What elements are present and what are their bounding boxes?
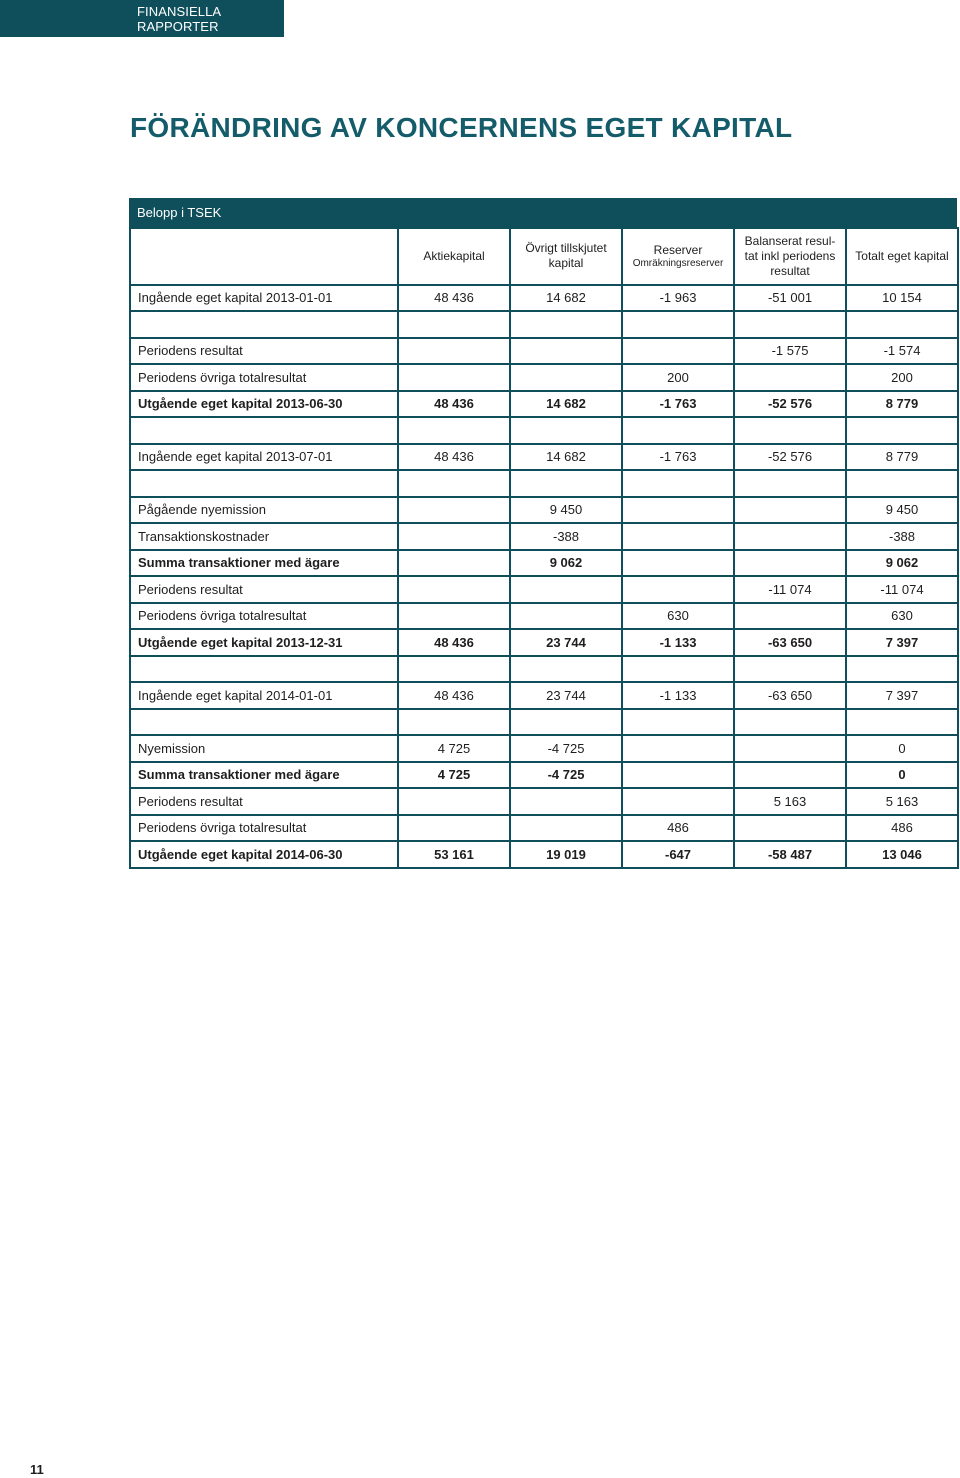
cell-c3: -1 133 <box>622 682 734 709</box>
header-reserver <box>622 228 734 285</box>
cell-c5 <box>846 311 958 338</box>
row-label: Pågående nyemission <box>130 497 398 524</box>
cell-c5: 630 <box>846 603 958 630</box>
cell-c5: 8 779 <box>846 444 958 471</box>
cell-c2: 23 744 <box>510 682 622 709</box>
row-label: Utgående eget kapital 2013-12-31 <box>130 629 398 656</box>
cell-c1: 48 436 <box>398 391 510 418</box>
cell-c3 <box>622 762 734 789</box>
cell-c4 <box>734 364 846 391</box>
cell-c5: 7 397 <box>846 682 958 709</box>
row-label <box>130 656 398 683</box>
cell-c5: 9 062 <box>846 550 958 577</box>
table-row <box>130 735 958 762</box>
table-row <box>130 576 958 603</box>
cell-c1: 48 436 <box>398 444 510 471</box>
cell-c5: 0 <box>846 762 958 789</box>
cell-c5: 8 779 <box>846 391 958 418</box>
table-caption <box>129 198 957 227</box>
cell-c4: -52 576 <box>734 391 846 418</box>
cell-c2 <box>510 417 622 444</box>
cell-c5: 9 450 <box>846 497 958 524</box>
cell-c1 <box>398 576 510 603</box>
row-label: Periodens övriga totalresultat <box>130 815 398 842</box>
cell-c1: 53 161 <box>398 841 510 868</box>
cell-c4: 5 163 <box>734 788 846 815</box>
cell-c1 <box>398 603 510 630</box>
table-row <box>130 391 958 418</box>
cell-c2 <box>510 709 622 736</box>
cell-c4 <box>734 417 846 444</box>
cell-c3: -647 <box>622 841 734 868</box>
cell-c4 <box>734 709 846 736</box>
table-row <box>130 815 958 842</box>
cell-c1 <box>398 709 510 736</box>
cell-c4 <box>734 550 846 577</box>
cell-c4: -63 650 <box>734 629 846 656</box>
cell-c5 <box>846 709 958 736</box>
cell-c4: -58 487 <box>734 841 846 868</box>
header-totalt: Totalt eget kapital <box>846 228 958 285</box>
cell-c2: 9 450 <box>510 497 622 524</box>
cell-c1 <box>398 470 510 497</box>
cell-c4: -1 575 <box>734 338 846 365</box>
cell-c5: 7 397 <box>846 629 958 656</box>
table-row <box>130 656 958 683</box>
cell-c2 <box>510 656 622 683</box>
cell-c3 <box>622 735 734 762</box>
cell-c4: -51 001 <box>734 285 846 312</box>
cell-c3 <box>622 550 734 577</box>
cell-c4: -63 650 <box>734 682 846 709</box>
cell-c2: 14 682 <box>510 285 622 312</box>
cell-c4 <box>734 656 846 683</box>
cell-c3 <box>622 709 734 736</box>
cell-c5: 10 154 <box>846 285 958 312</box>
cell-c5: 13 046 <box>846 841 958 868</box>
cell-c2: 23 744 <box>510 629 622 656</box>
row-label: Transaktionskostnader <box>130 523 398 550</box>
table-row <box>130 285 958 312</box>
table-row <box>130 603 958 630</box>
cell-c3 <box>622 523 734 550</box>
header-blank <box>130 228 398 285</box>
row-label: Nyemission <box>130 735 398 762</box>
cell-c3 <box>622 497 734 524</box>
cell-c1: 48 436 <box>398 629 510 656</box>
cell-c3: 630 <box>622 603 734 630</box>
table-row <box>130 550 958 577</box>
page-title: FÖRÄNDRING AV KONCERNENS EGET KAPITAL <box>130 112 793 143</box>
cell-c5: -388 <box>846 523 958 550</box>
header-ovrigt-tillskjutet: Övrigt tillskjutet kapital <box>510 228 622 285</box>
row-label: Ingående eget kapital 2013-07-01 <box>130 444 398 471</box>
cell-c1 <box>398 417 510 444</box>
cell-c4 <box>734 735 846 762</box>
cell-c2 <box>510 603 622 630</box>
cell-c3 <box>622 417 734 444</box>
cell-c3: -1 763 <box>622 444 734 471</box>
header-aktiekapital: Aktiekapital <box>398 228 510 285</box>
cell-c2 <box>510 815 622 842</box>
cell-c4 <box>734 762 846 789</box>
cell-c4 <box>734 470 846 497</box>
row-label: Periodens övriga totalresultat <box>130 603 398 630</box>
row-label: Periodens resultat <box>130 576 398 603</box>
cell-c3 <box>622 338 734 365</box>
row-label <box>130 470 398 497</box>
cell-c3 <box>622 656 734 683</box>
cell-c2: -388 <box>510 523 622 550</box>
cell-c2: 19 019 <box>510 841 622 868</box>
page-number: 11 <box>30 1462 44 1477</box>
table-row <box>130 444 958 471</box>
cell-c3: -1 763 <box>622 391 734 418</box>
table-caption-label: Belopp i TSEK <box>137 205 222 220</box>
cell-c2 <box>510 576 622 603</box>
cell-c5: 0 <box>846 735 958 762</box>
cell-c5: -1 574 <box>846 338 958 365</box>
cell-c3 <box>622 311 734 338</box>
cell-c3: -1 133 <box>622 629 734 656</box>
cell-c1 <box>398 338 510 365</box>
cell-c1 <box>398 788 510 815</box>
cell-c5: 5 163 <box>846 788 958 815</box>
row-label <box>130 311 398 338</box>
row-label: Summa transaktioner med ägare <box>130 550 398 577</box>
table-row <box>130 470 958 497</box>
row-label <box>130 417 398 444</box>
cell-c2: -4 725 <box>510 735 622 762</box>
cell-c4 <box>734 603 846 630</box>
cell-c4 <box>734 311 846 338</box>
table-body <box>130 285 958 868</box>
cell-c1 <box>398 364 510 391</box>
table-row <box>130 762 958 789</box>
cell-c2 <box>510 788 622 815</box>
table-row <box>130 841 958 868</box>
cell-c2 <box>510 338 622 365</box>
cell-c3: 486 <box>622 815 734 842</box>
cell-c5: 200 <box>846 364 958 391</box>
header-reserver-label: Reserver <box>653 242 703 257</box>
cell-c5 <box>846 470 958 497</box>
row-label: Utgående eget kapital 2014-06-30 <box>130 841 398 868</box>
cell-c1 <box>398 550 510 577</box>
row-label: Ingående eget kapital 2014-01-01 <box>130 682 398 709</box>
table-row <box>130 788 958 815</box>
table-row <box>130 338 958 365</box>
cell-c1 <box>398 656 510 683</box>
cell-c4: -52 576 <box>734 444 846 471</box>
row-label: Summa transaktioner med ägare <box>130 762 398 789</box>
cell-c5 <box>846 417 958 444</box>
cell-c1: 4 725 <box>398 735 510 762</box>
table-row <box>130 497 958 524</box>
header-reserver-sub: Omräkningsreserver <box>632 257 724 269</box>
cell-c2 <box>510 470 622 497</box>
cell-c2: 14 682 <box>510 444 622 471</box>
row-label: Ingående eget kapital 2013-01-01 <box>130 285 398 312</box>
table-row <box>130 629 958 656</box>
cell-c2 <box>510 364 622 391</box>
cell-c1: 4 725 <box>398 762 510 789</box>
cell-c3: -1 963 <box>622 285 734 312</box>
row-label: Periodens övriga totalresultat <box>130 364 398 391</box>
cell-c1 <box>398 523 510 550</box>
row-label <box>130 709 398 736</box>
table-row <box>130 709 958 736</box>
equity-table-container <box>129 198 957 869</box>
cell-c3 <box>622 470 734 497</box>
table-row <box>130 364 958 391</box>
cell-c2 <box>510 311 622 338</box>
equity-table <box>129 227 959 869</box>
row-label: Periodens resultat <box>130 338 398 365</box>
cell-c3 <box>622 576 734 603</box>
cell-c1: 48 436 <box>398 682 510 709</box>
cell-c1 <box>398 311 510 338</box>
table-row <box>130 417 958 444</box>
cell-c4: -11 074 <box>734 576 846 603</box>
cell-c4 <box>734 523 846 550</box>
cell-c1 <box>398 815 510 842</box>
table-row <box>130 523 958 550</box>
cell-c5: -11 074 <box>846 576 958 603</box>
cell-c2: 9 062 <box>510 550 622 577</box>
cell-c3 <box>622 788 734 815</box>
cell-c5 <box>846 656 958 683</box>
section-tab-label: FINANSIELLA RAPPORTER <box>137 3 221 34</box>
cell-c2: -4 725 <box>510 762 622 789</box>
table-row <box>130 682 958 709</box>
table-row <box>130 311 958 338</box>
cell-c2: 14 682 <box>510 391 622 418</box>
row-label: Utgående eget kapital 2013-06-30 <box>130 391 398 418</box>
cell-c1 <box>398 497 510 524</box>
header-balanserat: Balanserat resul-tat inkl periodens resultat <box>734 228 846 285</box>
table-header-row <box>130 228 958 285</box>
row-label: Periodens resultat <box>130 788 398 815</box>
cell-c4 <box>734 815 846 842</box>
cell-c1: 48 436 <box>398 285 510 312</box>
cell-c4 <box>734 497 846 524</box>
cell-c3: 200 <box>622 364 734 391</box>
cell-c5: 486 <box>846 815 958 842</box>
section-tab <box>0 0 284 37</box>
